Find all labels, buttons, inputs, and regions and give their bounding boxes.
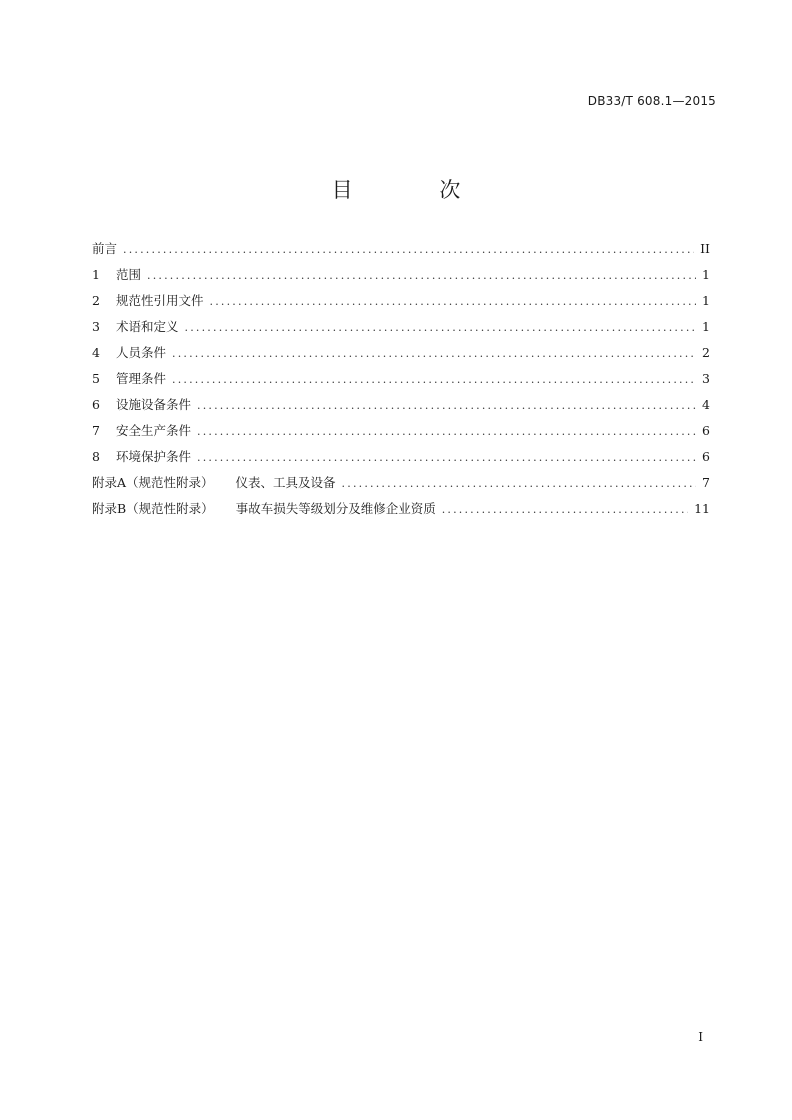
- page-number: I: [698, 1030, 703, 1044]
- toc-label: 安全生产条件: [116, 423, 192, 438]
- toc-entry-3[interactable]: [92, 314, 710, 340]
- toc-section-number: 8: [92, 449, 100, 464]
- toc-label: 术语和定义: [116, 319, 179, 334]
- toc-section-number: 5: [92, 371, 100, 386]
- document-code: DB33/T 608.1—2015: [587, 94, 716, 108]
- table-of-contents: [92, 236, 710, 522]
- dot-leader: [185, 315, 697, 341]
- page-title: 目 次: [331, 178, 501, 202]
- toc-sublabel: 事故车损失等级划分及维修企业资质: [235, 501, 436, 516]
- toc-section-number: 1: [92, 267, 100, 282]
- toc-entry-appendix-b[interactable]: [92, 496, 710, 522]
- dot-leader: [123, 237, 694, 263]
- toc-page-number: II: [700, 241, 710, 256]
- toc-entry-5[interactable]: [92, 366, 710, 392]
- dot-leader: [172, 367, 696, 393]
- toc-section-number: 6: [92, 397, 100, 412]
- toc-page-number: 7: [702, 475, 710, 490]
- toc-section-number: 3: [92, 319, 100, 334]
- toc-label: 范围: [116, 267, 142, 282]
- toc-label: 附录B（规范性附录）: [92, 501, 214, 516]
- toc-page-number: 1: [702, 293, 710, 308]
- toc-entry-1[interactable]: [92, 262, 710, 288]
- dot-leader: [147, 263, 696, 289]
- dot-leader: [197, 445, 696, 471]
- toc-label: 规范性引用文件: [116, 293, 204, 308]
- toc-page-number: 1: [702, 267, 710, 282]
- toc-label: 设施设备条件: [116, 397, 192, 412]
- toc-entry-appendix-a[interactable]: [92, 470, 710, 496]
- toc-label: 前言: [92, 241, 118, 256]
- dot-leader: [197, 393, 696, 419]
- toc-label: 管理条件: [116, 371, 167, 386]
- toc-entry-7[interactable]: [92, 418, 710, 444]
- dot-leader: [342, 471, 697, 497]
- dot-leader: [210, 289, 697, 315]
- toc-page-number: 3: [702, 371, 710, 386]
- toc-sublabel: 仪表、工具及设备: [235, 475, 336, 490]
- toc-section-number: 2: [92, 293, 100, 308]
- toc-entry-2[interactable]: [92, 288, 710, 314]
- toc-section-number: 7: [92, 423, 100, 438]
- toc-label: 人员条件: [116, 345, 167, 360]
- toc-entry-8[interactable]: [92, 444, 710, 470]
- toc-label: 环境保护条件: [116, 449, 192, 464]
- toc-entry-6[interactable]: [92, 392, 710, 418]
- toc-page-number: 1: [702, 319, 710, 334]
- toc-page-number: 2: [702, 345, 710, 360]
- toc-section-number: 4: [92, 345, 100, 360]
- toc-page-number: 6: [702, 423, 710, 438]
- toc-page-number: 4: [702, 397, 710, 412]
- toc-entry-foreword[interactable]: [92, 236, 710, 262]
- toc-page-number: 11: [694, 501, 710, 516]
- dot-leader: [172, 341, 696, 367]
- toc-entry-4[interactable]: [92, 340, 710, 366]
- toc-label: 附录A（规范性附录）: [92, 475, 214, 490]
- toc-page-number: 6: [702, 449, 710, 464]
- dot-leader: [442, 497, 688, 523]
- dot-leader: [197, 419, 696, 445]
